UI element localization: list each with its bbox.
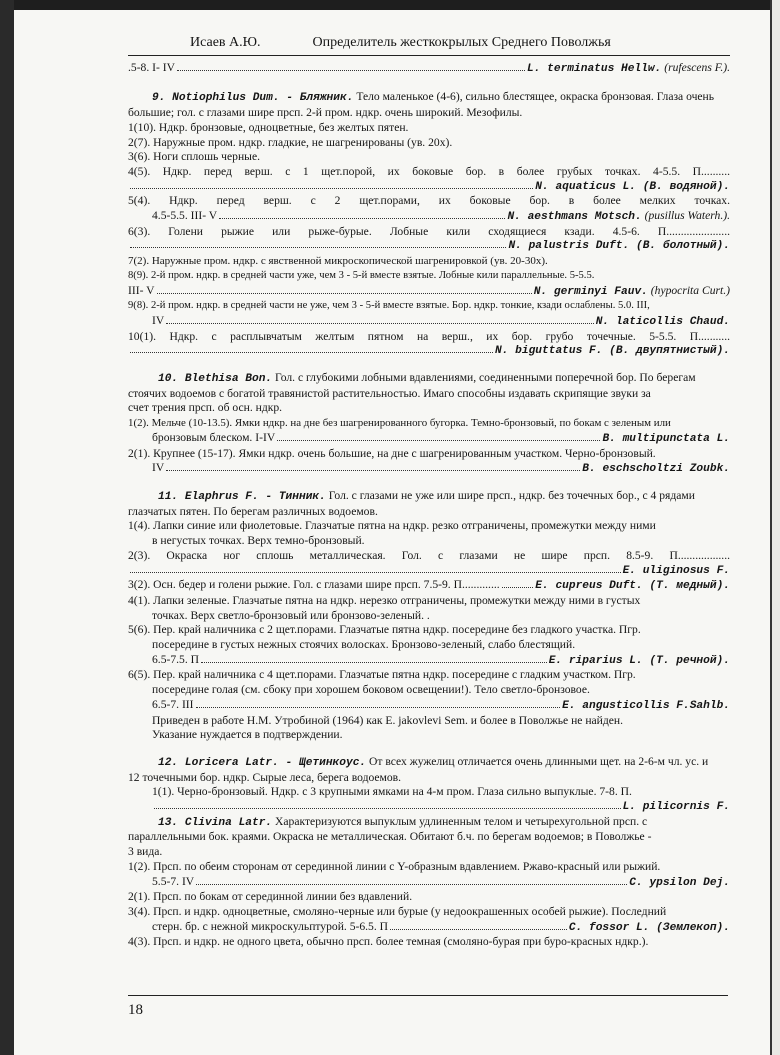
- couplet-line: 4(5). Ндкр. перед верш. с 1 щет.порой, их боковые бор. в более грубых точках. 4-5.5. П..........: [128, 164, 730, 178]
- genus-11-heading: 11. Elaphrus F. - Тинник. Гол. с глазами не уже или шире прсп., ндкр. без точечных бор., с 4 рядами: [158, 488, 695, 503]
- species-name: N. biguttatus F. (B. двупятнистый).: [495, 345, 730, 358]
- genus-11-description: глазчатых пятен. По берегам различных водоемов.: [128, 504, 378, 518]
- page-number: 18: [128, 1002, 143, 1018]
- couplet-line: 2(7). Наружные пром. ндкр. гладкие, не шагренированы (ув. 20х).: [128, 135, 453, 149]
- couplet-line: [128, 800, 730, 815]
- species-name: E. angusticollis F.Sahlb.: [562, 699, 730, 712]
- species-name: E. uliginosus F.: [622, 564, 730, 577]
- couplet-line: 1(2). Прсп. по обеим сторонам от серединной линии с Y-образным вдавлением. Ржаво-красный или рыжий.: [128, 859, 661, 873]
- species-name: N. aquaticus L. (B. водяной).: [535, 180, 730, 193]
- document-page: [128, 36, 730, 950]
- species-name: B. eschscholtzi Zoubk.: [582, 463, 730, 476]
- species-name: L. terminatus Hellw.: [527, 62, 662, 75]
- couplet-line: IV B. eschscholtzi Zoubk.: [152, 461, 730, 476]
- couplet-line: посередине голая (см. сбоку при хорошем боковом освещении!). Тело светло-бронзовое.: [152, 683, 590, 697]
- couplet-line: 5.5-7. IV C. ypsilon Dej.: [152, 874, 730, 889]
- couplet-line: 1(10). Ндкр. бронзовые, одноцветные, без желтых пятен.: [128, 120, 409, 134]
- genus-10-description: стоячих водоемов с богатой травянистой растительностью. Имаго способны издавать скрипящие звуки за: [128, 386, 651, 400]
- species-name: B. multipunctata L.: [602, 432, 730, 445]
- note-line: Указание нуждается в подтверждении.: [152, 728, 343, 742]
- genus-12-description: 12 точечными бор. ндкр. Сырые леса, берега водоемов.: [128, 770, 402, 784]
- couplet-line: 2(1). Крупнее (15-17). Ямки ндкр. очень большие, на дне с шагренированным участком. Черно-бронзовый.: [128, 446, 656, 460]
- genus-9-description: большие; гол. с глазами шире прсп. 2-й пром. ндкр. очень широкий. Мезофилы.: [128, 106, 523, 120]
- couplet-line: 2(1). Прсп. по бокам от серединной линии без вдавлений.: [128, 890, 413, 904]
- scan-edge-left: [0, 0, 14, 1055]
- species-name: N. laticollis Chaud.: [595, 315, 730, 328]
- scan-edge-right: [770, 0, 780, 1055]
- scan-edge-top: [0, 0, 780, 10]
- couplet-line: [128, 564, 730, 579]
- genus-13-description: параллельными бок. краями. Окраска не металлическая. Обитают б.ч. по берегам водоемов; в Поволжье -: [128, 830, 652, 844]
- couplet-line: 3(4). Прсп. и ндкр. одноцветные, смоляно-черные или бурые (у недоокрашенных особей рыжие). Последний: [128, 904, 667, 918]
- couplet-line: [128, 180, 730, 195]
- species-name: N. palustris Duft. (B. болотный).: [508, 240, 730, 253]
- couplet-line: 2(3). Окраска ног сплошь металлическая. Гол. с глазами не шире прсп. 8.5-9. П..................: [128, 548, 730, 562]
- couplet-line: 3(2). Осн. бедер и голени рыжие. Гол. с глазами шире прсп. 7.5-9. П............. E. cupreus Duft. (T. медный).: [128, 578, 730, 593]
- species-name: C. ypsilon Dej.: [629, 876, 730, 889]
- couplet-line: 1(4). Лапки синие или фиолетовые. Глазчатые пятна на ндкр. резко отграничены, промежутки между ними: [128, 519, 656, 533]
- species-name: L. pilicornis F.: [622, 801, 730, 814]
- genus-13-heading: 13. Clivina Latr. Характеризуются выпуклым удлиненным телом и четырехугольной прсп. с: [158, 814, 648, 829]
- header-author: Исаев А.Ю.: [190, 35, 261, 50]
- couplet-line: 1(1). Черно-бронзовый. Ндкр. с 3 крупными ямками на 4-м пром. Глаза сильно выпуклые. 7-8. П.: [152, 785, 632, 799]
- couplet-line: точках. Верх светло-бронзовый или бронзово-зеленый. .: [152, 608, 430, 622]
- couplet-line: 9(8). 2-й пром. ндкр. в средней части не уже, чем 3 - 5-й вместе взятые. Бор. ндкр. тонкие, кзади ослаблены. 5.0. III,: [128, 300, 650, 312]
- couplet-line: III- V N. germinyi Fauv. (hypocrita Curt.): [128, 283, 730, 298]
- genus-13-description: 3 вида.: [128, 845, 163, 859]
- couplet-line: 6(3). Голени рыжие или рыже-бурые. Лобные кили сходящиеся кзади. 4.5-6. П......................: [128, 224, 730, 238]
- genus-12-heading: 12. Loricera Latr. - Щетинкоус. От всех жужелиц отличается очень длинными щет. на 2-6-м чл. ус. и: [158, 754, 709, 769]
- couplet-line: 3(6). Ноги сплошь черные.: [128, 150, 260, 164]
- running-header: [128, 36, 730, 56]
- couplet-line: .5-8. I- IV L. terminatus Hellw. (rufescens F.).: [128, 60, 730, 75]
- header-title: Определитель жесткокрылых Среднего Поволжья: [312, 35, 611, 50]
- couplet-line: 5(4). Ндкр. перед верш. с 2 щет.порами, их боковые бор. в более мелких точках.: [128, 194, 730, 208]
- genus-10-description: счет трения прсп. об осн. ндкр.: [128, 401, 283, 415]
- species-name: N. aesthmans Motsch.: [507, 211, 642, 224]
- couplet-line: посередине в густых нежных стоячих волосках. Бронзово-зеленый, слабо блестящий.: [152, 638, 576, 652]
- note-line: Приведен в работе Н.М. Утробиной (1964) как E. jakovlevi Sem. и более в Поволжье не найден.: [152, 713, 624, 727]
- couplet-line: бронзовым блеском. I-IV B. multipunctata L.: [152, 430, 730, 445]
- couplet-line: 4(1). Лапки зеленые. Глазчатые пятна на ндкр. нерезко отграничены, промежутки между ними в густых: [128, 593, 641, 607]
- couplet-line: в негустых точках. Верх темно-бронзовый.: [152, 534, 365, 548]
- couplet-line: 5(6). Пер. край наличника с 2 щет.порами. Глазчатые пятна ндкр. посередине без гладкого участка. Пгр.: [128, 623, 641, 637]
- couplet-line: стерн. бр. с нежной микроскульптурой. 5-6.5. П C. fossor L. (Землекоп).: [152, 919, 730, 934]
- species-name: E. riparius L. (T. речной).: [548, 654, 730, 667]
- genus-9-heading: 9. Notiophilus Dum. - Бляжник. Тело маленькое (4-6), сильно блестящее, окраска бронзовая. Глаза очень: [152, 90, 715, 105]
- species-name: C. fossor L. (Землекоп).: [568, 921, 730, 934]
- couplet-line: [128, 239, 730, 254]
- couplet-line: 4(3). Прсп. и ндкр. не одного цвета, обычно прсп. более темная (смоляно-бурая при буро-красных ндкр.).: [128, 935, 649, 949]
- species-name: N. germinyi Fauv.: [533, 285, 648, 298]
- couplet-line: 6(5). Пер. край наличника с 4 щет.порами. Глазчатые пятна ндкр. посередине с гладким участком. Пгр.: [128, 668, 636, 682]
- couplet-line: 6.5-7.5. П E. riparius L. (T. речной).: [152, 652, 730, 667]
- couplet-line: 10(1). Ндкр. с расплывчатым желтым пятном на верш., их бор. грубо точечные. 5-5.5. П...........: [128, 329, 730, 343]
- couplet-line: [128, 344, 730, 359]
- couplet-line: 7(2). Наружные пром. ндкр. с явственной микроскопической шагренировкой (ув. 20-30х).: [128, 255, 548, 268]
- species-name: E. cupreus Duft. (T. медный).: [535, 580, 730, 593]
- couplet-line: 8(9). 2-й пром. ндкр. в средней части уже, чем 3 - 5-й вместе взятые. Лобные кили параллельные. 5-5.5.: [128, 269, 595, 281]
- couplet-line: IV N. laticollis Chaud.: [152, 313, 730, 328]
- couplet-line: 4.5-5.5. III- V N. aesthmans Motsch. (pusillus Waterh.).: [152, 209, 730, 224]
- couplet-line: 6.5-7. III E. angusticollis F.Sahlb.: [152, 697, 730, 712]
- couplet-line: 1(2). Мельче (10-13.5). Ямки ндкр. на дне без шагренированного бугорка. Темно-бронзовый, по бокам с зеленым или: [128, 417, 671, 430]
- footer-rule: [128, 995, 728, 996]
- genus-10-heading: 10. Blethisa Bon. Гол. с глубокими лобными вдавлениями, соединенными поперечной бор. По берегам: [158, 371, 696, 386]
